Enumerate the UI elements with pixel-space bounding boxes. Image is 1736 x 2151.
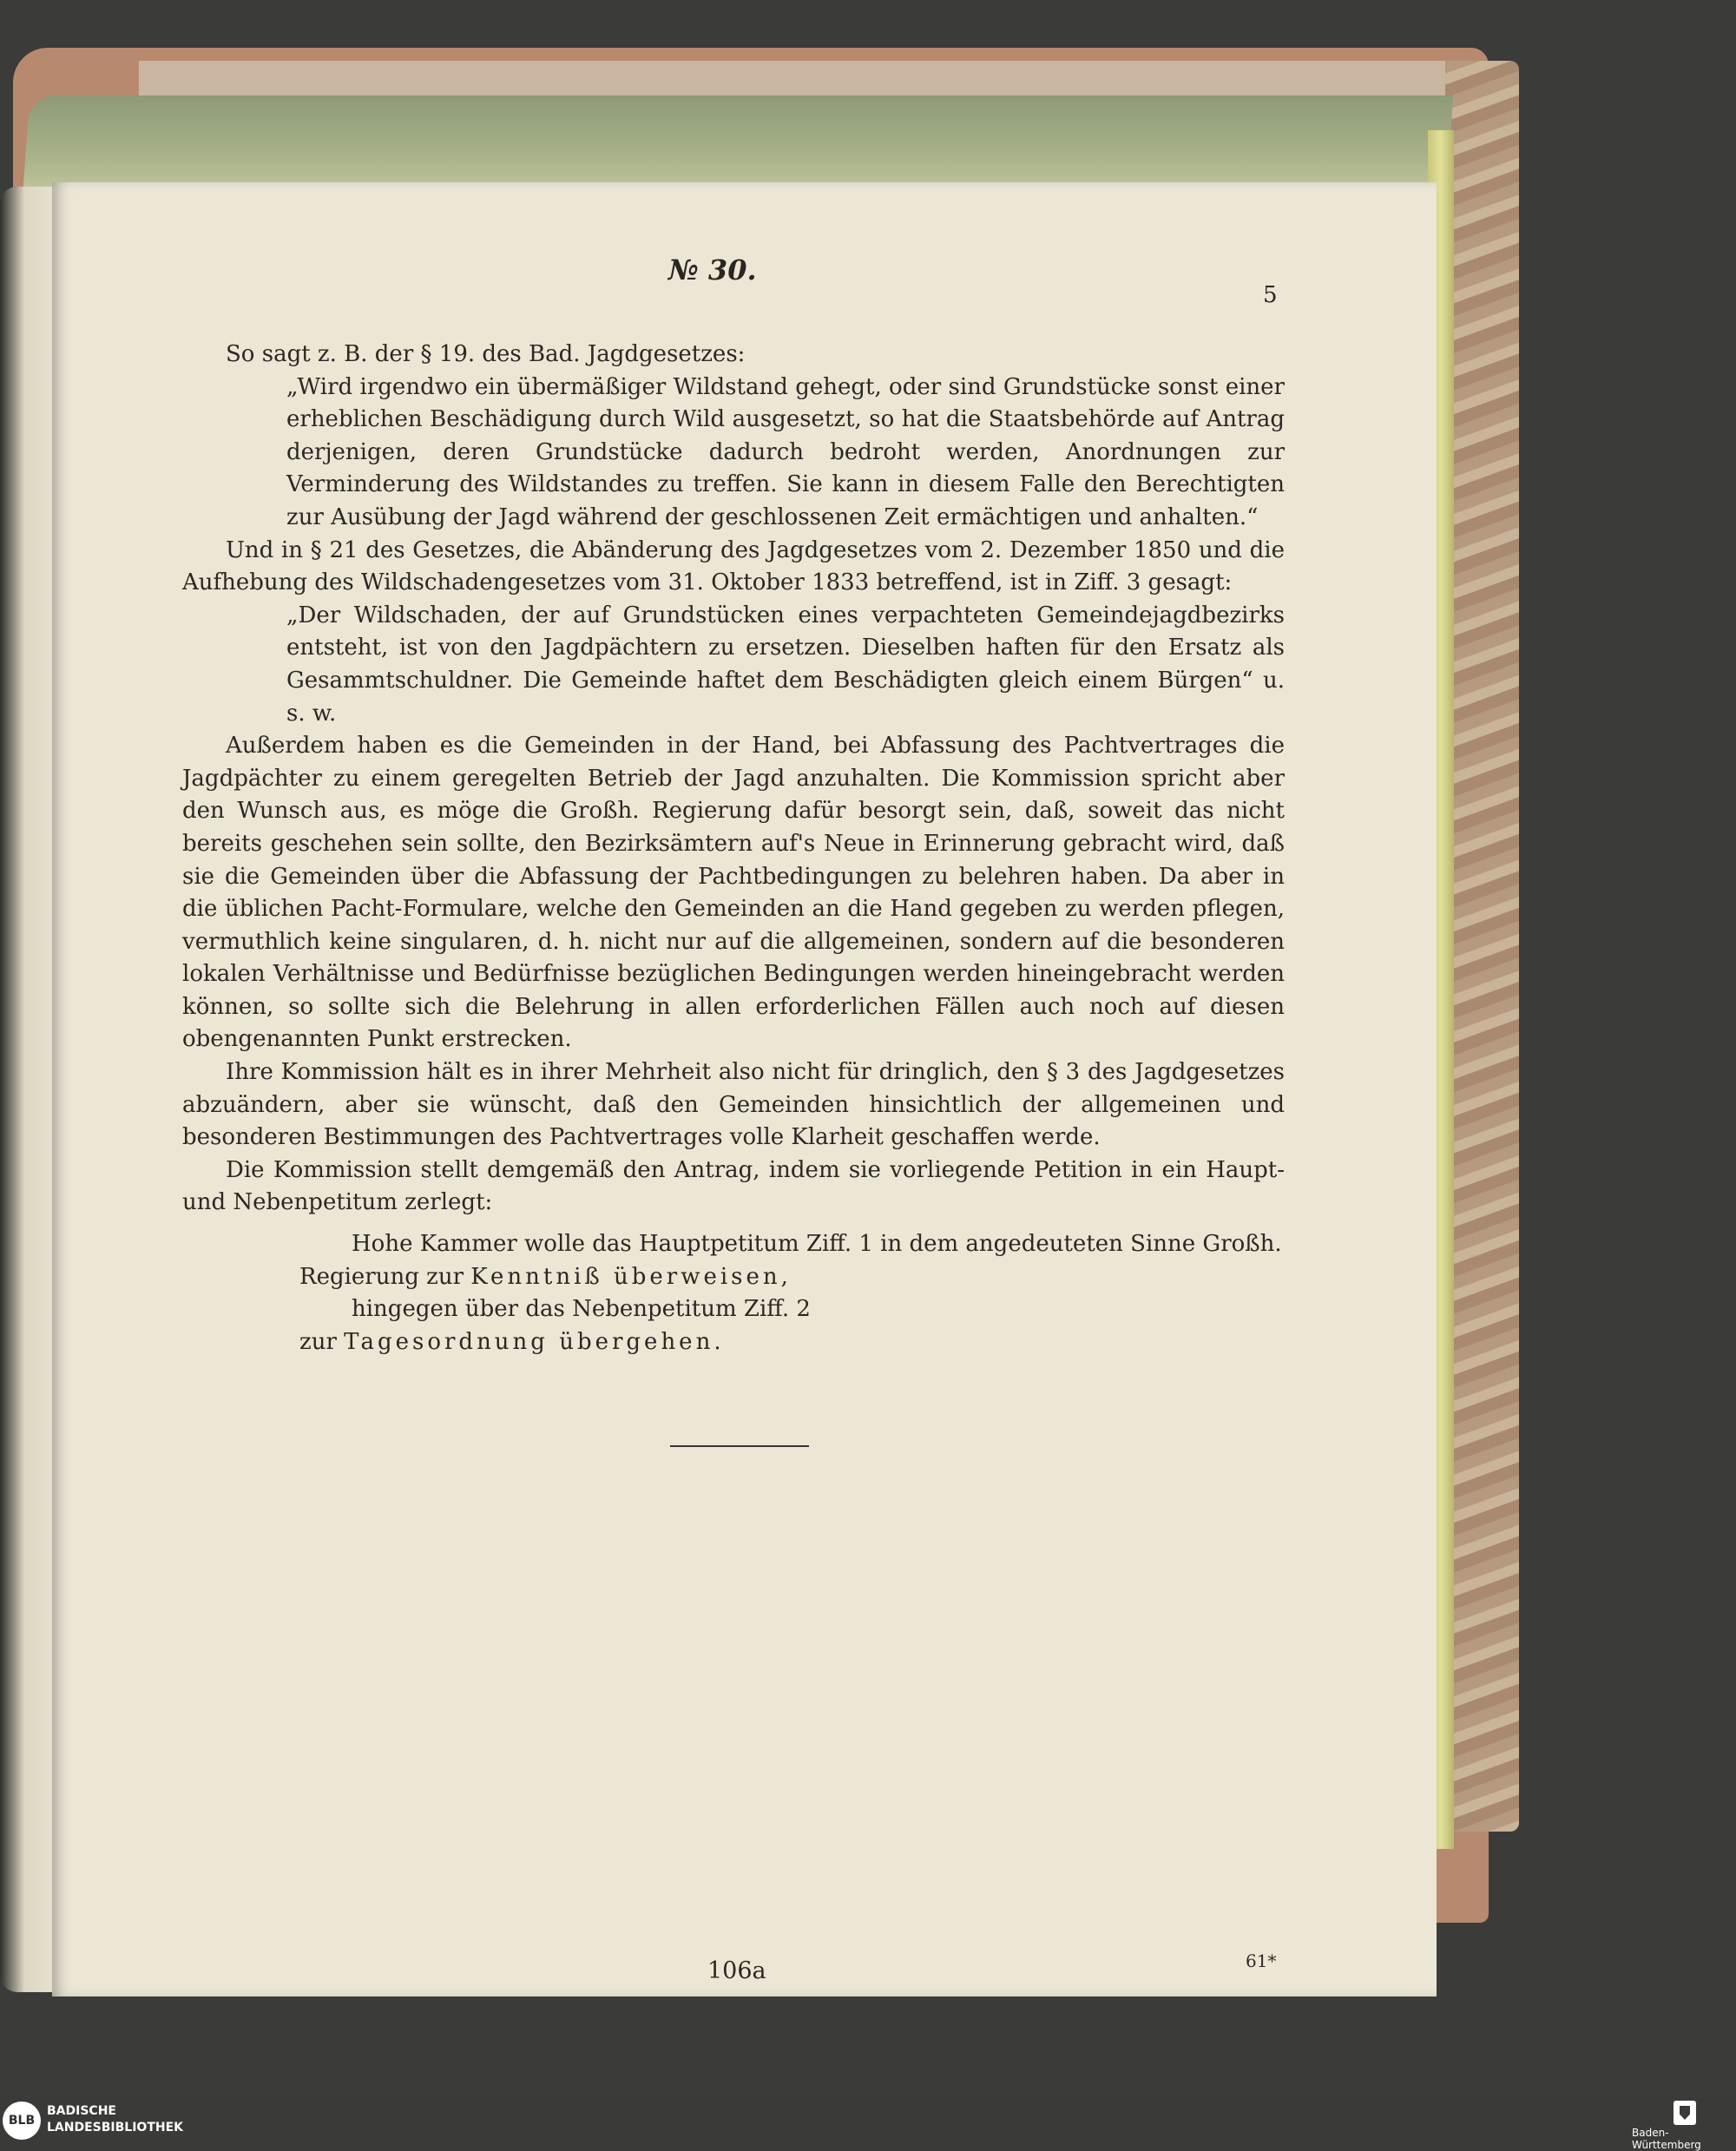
motion-line: Hohe Kammer wolle das Hauptpetitum Ziff. 1 in dem angedeuteten Sinne Großh. [352,1231,1282,1258]
motion-line: zur Tagesordnung übergehen. [299,1328,721,1355]
library-name: BADISCHE LANDESBIBLIOTHEK [47,2104,184,2135]
marbled-board [1445,61,1519,1832]
paragraph: Und in § 21 des Gesetzes, die Abänderung des Jagdgesetzes vom 2. Dezember 1850 und die Aufhebung des Wildschadengesetzes vom 31. Oktober 1833 betreffend, ist in Ziff. 3 gesagt: [182,536,1285,596]
motion-line: hingegen über das Nebenpetitum Ziff. 2 [352,1296,811,1323]
paragraph: Die Kommission stellt demgemäß den Antrag, indem sie vorliegende Petition in ein Haupt- und Nebenpetitum zerlegt: [182,1156,1285,1216]
closing-rule [670,1445,809,1447]
page-number: 5 [1263,282,1278,308]
page-body [182,339,1285,1358]
motion-line: Regierung zur Kenntniß überweisen, [299,1263,788,1290]
paragraph: So sagt z. B. der § 19. des Bad. Jagdgesetzes: [226,341,746,367]
state-name: Baden-Württemberg [1632,2127,1701,2151]
blb-logo-icon: BLB [3,2102,41,2140]
branding-bar [0,2098,1736,2141]
spaced-phrase: Tagesordnung übergehen [344,1328,714,1355]
quote-block: „Der Wildschaden, der auf Grundstücken eines verpachteten Gemeindejagdbezirks entsteht, ist von den Jagdpächtern zu ersetzen. Dieselben haften für den Ersatz als Gesammtschuldner. Die Gemeinde haftet dem Beschädigten gleich einem Bürgen“ u. s. w. [286,602,1285,727]
signature-mark: 106a [707,1957,766,1984]
page-header: № 30. [668,253,757,286]
motion-block [182,1228,1285,1358]
coat-of-arms-icon [1674,2101,1696,2125]
quote-block: „Wird irgendwo ein übermäßiger Wildstand gehegt, oder sind Grundstücke sonst einer erheblichen Beschädigung durch Wild ausgesetzt, so hat die Staatsbehörde auf Antrag derjenigen, deren Grundstücke dadurch bedroht werden, Anordnungen zur Verminderung des Wildstandes zu treffen. Sie kann in diesem Falle den Berechtigten zur Ausübung der Jagd während der geschlossenen Zeit ermächtigen und anhalten.“ [286,373,1285,530]
sheet-mark: 61* [1246,1950,1277,1971]
paragraph: Außerdem haben es die Gemeinden in der Hand, bei Abfassung des Pachtvertrages die Jagdpächter zu einem geregelten Betrieb der Jagd anzuhalten. Die Kommission spricht aber den Wunsch aus, es möge die Großh. Regierung dafür besorgt sein, daß, soweit das nicht bereits geschehen sein sollte, den Bezirksämtern auf's Neue in Erinnerung gebracht wird, daß sie die Gemeinden über die Abfassung der Pachtbedingungen zu belehren haben. Da aber in die üblichen Pacht-Formulare, welche den Gemeinden an die Hand gegeben zu werden pflegen, vermuthlich keine singularen, d. h. nicht nur auf die allgemeinen, sondern auf die besonderen lokalen Verhältnisse und Bedürfnisse bezüglichen Bedingungen werden hineingebracht werden können, so sollte sich die Belehrung in allen erforderlichen Fällen auch noch auf diesen obengenannten Punkt erstrecken. [182,733,1285,1053]
spaced-phrase: Kenntniß überweisen [470,1263,781,1290]
paragraph: Ihre Kommission hält es in ihrer Mehrheit also nicht für dringlich, den § 3 des Jagdgesetzes abzuändern, aber sie wünscht, daß den Gemeinden hinsichtlich der allgemeinen und besonderen Bestimmungen des Pachtvertrages volle Klarheit geschaffen werde. [182,1059,1285,1151]
